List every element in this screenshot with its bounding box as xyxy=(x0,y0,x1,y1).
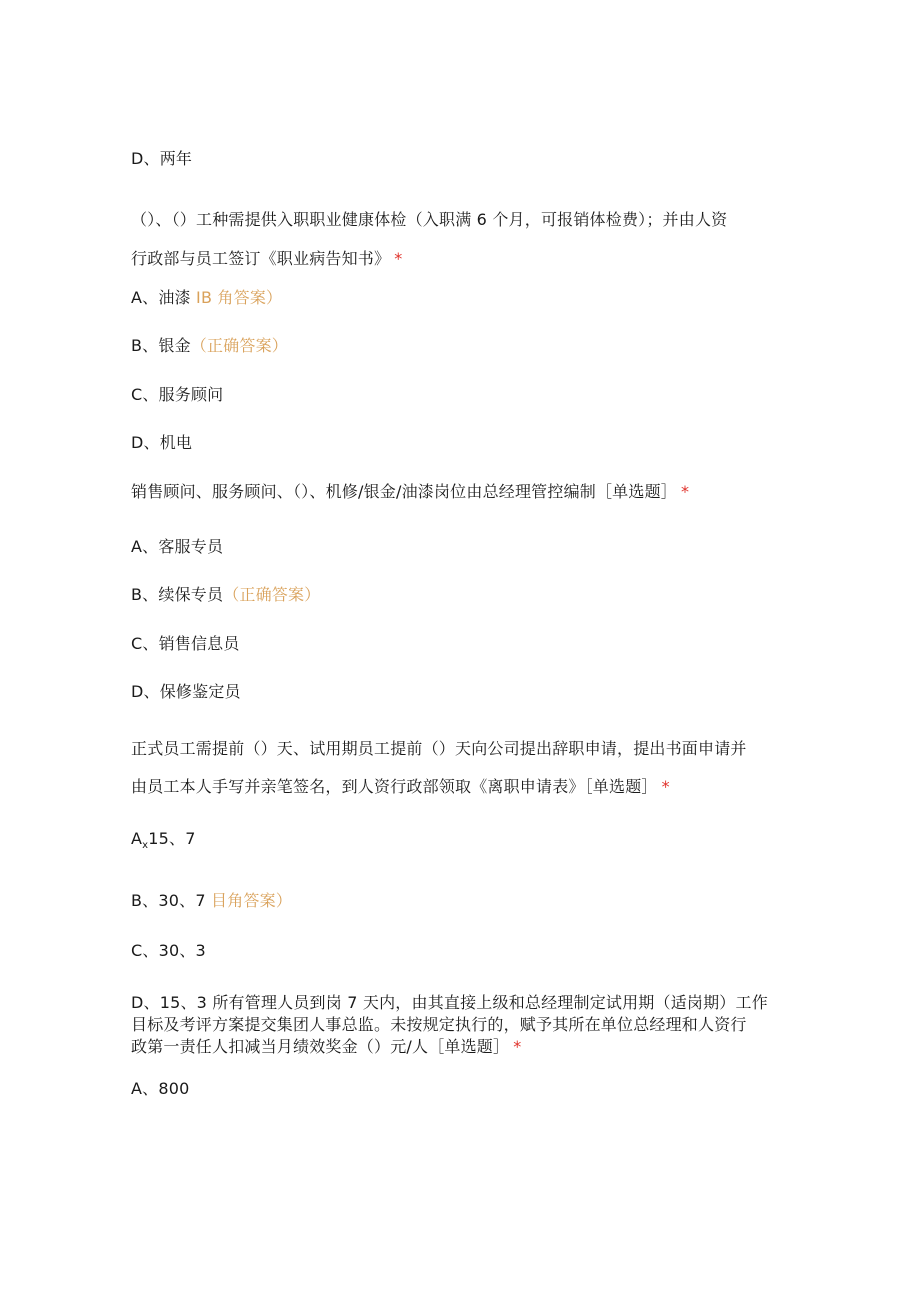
option-text: C、服务顾问 xyxy=(131,385,224,404)
option-text: D、机电 xyxy=(131,433,193,452)
question-stem xyxy=(131,738,747,760)
option-text: B、银金 xyxy=(131,336,191,355)
question-stem-text: 销售顾问、服务顾问、（）、机修/银金/油漆岗位由总经理管控编制［单选题］ xyxy=(131,482,677,501)
option-text: A、800 xyxy=(131,1079,190,1098)
question-stem-text: 政第一责任人扣减当月绩效奖金（）元/人［单选题］ xyxy=(131,1037,510,1056)
option-a[interactable] xyxy=(131,828,196,857)
question-stem xyxy=(131,209,727,231)
option-d[interactable] xyxy=(131,432,192,454)
question-stem-text: 由员工本人手写并亲笔签名，到人资行政部领取《离职申请表》［单选题］ xyxy=(131,777,658,796)
question-stem xyxy=(131,1014,747,1036)
option-c[interactable] xyxy=(131,633,240,655)
question-stem-text: （）、（）工种需提供入职职业健康体检（入职满 6 个月，可报销体检费）；并由人资 xyxy=(131,210,728,229)
question-stem xyxy=(131,248,402,270)
option-subscript: x xyxy=(142,840,149,851)
option-d[interactable] xyxy=(131,681,241,703)
option-b[interactable] xyxy=(131,890,292,912)
option-text: A、油漆 xyxy=(131,288,191,307)
option-text: B、续保专员 xyxy=(131,585,224,604)
question-stem-text: 行政部与员工签订《职业病告知书》 xyxy=(131,249,391,268)
required-mark: * xyxy=(513,1037,522,1056)
correct-answer-marker: IB 角答案） xyxy=(196,288,283,307)
required-mark: * xyxy=(661,777,670,796)
question-stem xyxy=(131,481,689,503)
option-c[interactable] xyxy=(131,940,206,962)
option-a[interactable] xyxy=(131,287,282,309)
correct-answer-marker: （正确答案） xyxy=(223,585,321,604)
required-mark: * xyxy=(680,482,690,501)
option-b[interactable] xyxy=(131,584,320,606)
correct-answer-marker: 目角答案） xyxy=(211,891,293,910)
question-stem-text: 正式员工需提前（）天、试用期员工提前（）天向公司提出辞职申请，提出书面申请并 xyxy=(131,739,747,758)
required-mark: * xyxy=(394,249,403,268)
option-d xyxy=(131,148,192,170)
question-stem-text: D、15、3 所有管理人员到岗 7 天内，由其直接上级和总经理制定试用期（适岗期）工作 xyxy=(131,993,768,1012)
option-text: D、保修鉴定员 xyxy=(131,682,241,701)
option-text: C、销售信息员 xyxy=(131,634,240,653)
question-stem xyxy=(131,1036,521,1058)
question-stem xyxy=(131,992,768,1014)
option-text: 15、7 xyxy=(148,829,196,848)
option-a[interactable] xyxy=(131,1078,190,1100)
option-c[interactable] xyxy=(131,384,223,406)
option-text: D、两年 xyxy=(131,149,193,168)
option-text: A、客服专员 xyxy=(131,537,224,556)
option-letter: A xyxy=(131,829,143,848)
question-stem xyxy=(131,776,670,798)
question-stem-text: 目标及考评方案提交集团人事总监。未按规定执行的，赋予其所在单位总经理和人资行 xyxy=(131,1015,747,1034)
option-text: B、30、7 xyxy=(131,891,206,910)
correct-answer-marker: （正确答案） xyxy=(190,336,288,355)
option-a[interactable] xyxy=(131,536,223,558)
option-text: C、30、3 xyxy=(131,941,206,960)
option-b[interactable] xyxy=(131,335,288,357)
